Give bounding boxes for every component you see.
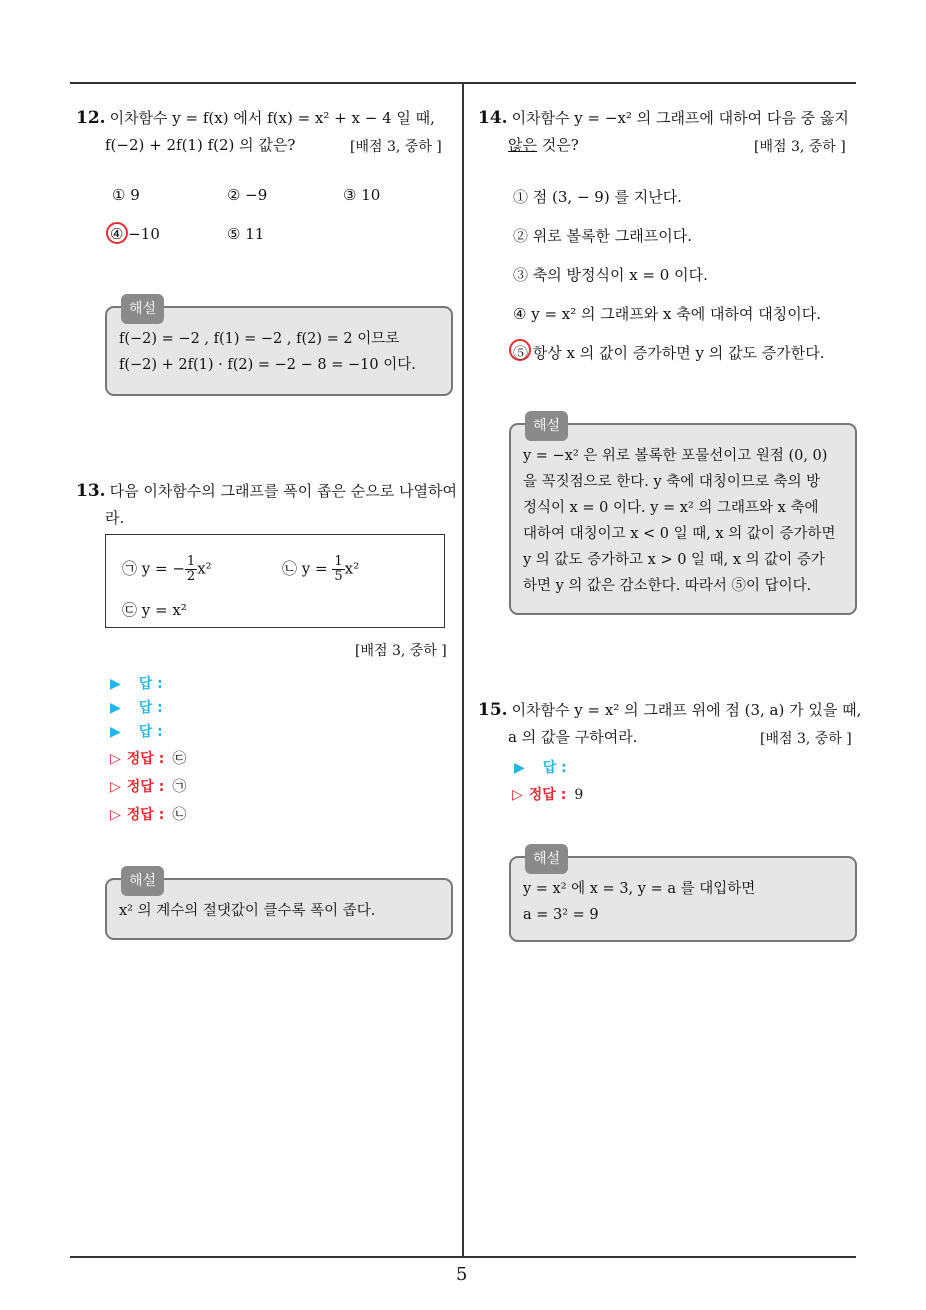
- q13-correct-row-3: [110, 804, 186, 824]
- q14-explanation-line6: 하면 y 의 값은 감소한다. 따라서 ⑤이 답이다.: [523, 578, 812, 594]
- q14-explanation-line3: 정식이 x = 0 이다. y = x² 의 그래프와 x 축에: [523, 500, 819, 516]
- q13-explanation-tag: 해설: [121, 866, 164, 896]
- q13-item-b: [282, 555, 359, 584]
- q13-text-line2: 라.: [105, 509, 125, 527]
- q12-text-line1: 이차함수 y = f(x) 에서 f(x) = x² + x − 4 일 때,: [109, 109, 435, 127]
- q13-item-b-denominator: 5: [334, 569, 343, 584]
- q12-choice-4[interactable]: ④ −10: [110, 225, 160, 243]
- q15-text-line2: a 의 값을 구하여라.: [508, 728, 638, 746]
- q13-answer-marker-3: ▶: [110, 724, 121, 740]
- q13-correct-marker-2: ▷: [110, 779, 121, 795]
- q15-answer-label: 답 :: [542, 760, 567, 776]
- q12-meta: [배점 3, 중하 ]: [350, 139, 442, 155]
- q12-choice-5[interactable]: ⑤ 11: [227, 225, 265, 243]
- q13-correct-label-2: 정답 :: [126, 779, 165, 795]
- q13-answer-row-3[interactable]: [110, 721, 163, 741]
- q13-correct-value-3: ㉡: [172, 807, 187, 823]
- q15-explanation-line2: a = 3² = 9: [523, 907, 599, 923]
- q15-text-line1: 이차함수 y = x² 의 그래프 위에 점 (3, a) 가 있을 때,: [511, 701, 862, 719]
- q15-answer-marker: ▶: [514, 760, 525, 776]
- q13-correct-value-2: ㉠: [172, 779, 187, 795]
- q12-explanation-tag: 해설: [121, 294, 164, 324]
- q15-answer-row[interactable]: [514, 757, 567, 777]
- q14-choice-2[interactable]: ② 위로 볼록한 그래프이다.: [513, 227, 692, 245]
- q13-answer-marker-1: ▶: [110, 676, 121, 692]
- q12-choice-3[interactable]: ③ 10: [343, 186, 381, 204]
- q14-meta: [배점 3, 중하 ]: [754, 139, 846, 155]
- q14-choice-5[interactable]: ⑤ 항상 x 의 값이 증가하면 y 의 값도 증가한다.: [513, 344, 825, 362]
- bottom-rule: [70, 1256, 856, 1258]
- q12-explanation-line1: f(−2) = −2 , f(1) = −2 , f(2) = 2 이므로: [119, 331, 400, 347]
- q13-explanation-line1: x² 의 계수의 절댓값이 클수록 폭이 좁다.: [119, 903, 376, 919]
- q13-answer-row-2[interactable]: [110, 697, 163, 717]
- q14-explanation-line2: 을 꼭짓점으로 한다. y 축에 대칭이므로 축의 방: [523, 474, 821, 490]
- column-divider: [462, 82, 464, 1258]
- q12-choice-2[interactable]: ② −9: [227, 186, 268, 204]
- q15-line1: [478, 697, 861, 723]
- q14-explanation-line1: y = −x² 은 위로 볼록한 포물선이고 원점 (0, 0): [523, 448, 828, 464]
- q13-item-a-denominator: 2: [186, 569, 196, 584]
- q13-answer-row-1[interactable]: [110, 673, 163, 693]
- q13-correct-value-1: ㉢: [172, 751, 187, 767]
- q15-explanation-tag: 해설: [525, 844, 568, 874]
- q13-correct-row-1: [110, 748, 186, 768]
- q13-answer-label-1: 답 :: [138, 676, 163, 692]
- q14-number: 14.: [478, 108, 508, 128]
- q14-choice-4[interactable]: ④ y = x² 의 그래프와 x 축에 대하여 대칭이다.: [513, 305, 821, 323]
- q13-item-b-fraction: [332, 555, 344, 584]
- q13-answer-label-3: 답 :: [138, 724, 163, 740]
- q13-item-a-suffix: x²: [197, 559, 212, 578]
- q13-item-b-prefix: ㉡ y =: [282, 559, 328, 578]
- q13-item-b-suffix: x²: [344, 559, 360, 578]
- q14-explanation-tag: 해설: [525, 411, 568, 441]
- q13-answer-marker-2: ▶: [110, 700, 121, 716]
- q14-text-line2-rest: 것은?: [536, 136, 579, 154]
- q12-explanation-line2: f(−2) + 2f(1) · f(2) = −2 − 8 = −10 이다.: [119, 357, 416, 373]
- q13-item-c: ㉢ y = x²: [122, 601, 187, 619]
- q15-correct-label: 정답 :: [528, 787, 567, 803]
- q15-meta: [배점 3, 중하 ]: [760, 731, 852, 747]
- q13-item-a: [122, 555, 212, 584]
- q13-text-line1: 다음 이차함수의 그래프를 폭이 좁은 순으로 나열하여: [109, 482, 457, 500]
- q12-choice-1[interactable]: ① 9: [112, 186, 140, 204]
- q13-item-a-numerator: 1: [186, 554, 196, 569]
- q13-answer-label-2: 답 :: [138, 700, 163, 716]
- q13-correct-marker-1: ▷: [110, 751, 121, 767]
- q15-correct-marker: ▷: [512, 787, 523, 803]
- q12-line1: [76, 105, 435, 131]
- q14-choice-3[interactable]: ③ 축의 방정식이 x = 0 이다.: [513, 266, 708, 284]
- q13-correct-marker-3: ▷: [110, 807, 121, 823]
- q14-text-underlined: 않은: [508, 136, 537, 154]
- q15-explanation-line1: y = x² 에 x = 3, y = a 를 대입하면: [523, 881, 756, 897]
- q15-correct-value: 9: [574, 787, 584, 803]
- q13-number: 13.: [76, 481, 106, 501]
- q13-explanation-box: [105, 873, 453, 940]
- page-number: 5: [456, 1264, 468, 1285]
- q14-explanation-line4: 대하여 대칭이고 x < 0 일 때, x 의 값이 증가하면: [523, 526, 836, 542]
- q15-correct-row: [512, 784, 583, 804]
- q14-explanation-box: [509, 418, 857, 615]
- q13-item-a-fraction: [185, 555, 197, 584]
- q13-meta: [배점 3, 중하 ]: [355, 643, 447, 659]
- q15-explanation-box: [509, 851, 857, 942]
- q14-line2: [508, 132, 579, 158]
- q13-item-a-prefix: ㉠ y = −: [122, 559, 185, 578]
- q14-line1: [478, 105, 849, 131]
- q13-correct-label-1: 정답 :: [126, 751, 165, 767]
- q13-items-box: [105, 534, 445, 628]
- q12-text-line2: f(−2) + 2f(1) f(2) 의 값은?: [105, 136, 296, 154]
- q14-text-line1: 이차함수 y = −x² 의 그래프에 대하여 다음 중 옳지: [511, 109, 849, 127]
- q12-explanation-box: [105, 301, 453, 396]
- q12-number: 12.: [76, 108, 106, 128]
- q13-line1: [76, 478, 457, 504]
- q14-choice-1[interactable]: ① 점 (3, − 9) 를 지난다.: [513, 188, 682, 206]
- q13-item-b-numerator: 1: [334, 554, 343, 569]
- q13-correct-label-3: 정답 :: [126, 807, 165, 823]
- q13-correct-row-2: [110, 776, 186, 796]
- q15-number: 15.: [478, 700, 508, 720]
- q14-explanation-line5: y 의 값도 증가하고 x > 0 일 때, x 의 값이 증가: [523, 552, 825, 568]
